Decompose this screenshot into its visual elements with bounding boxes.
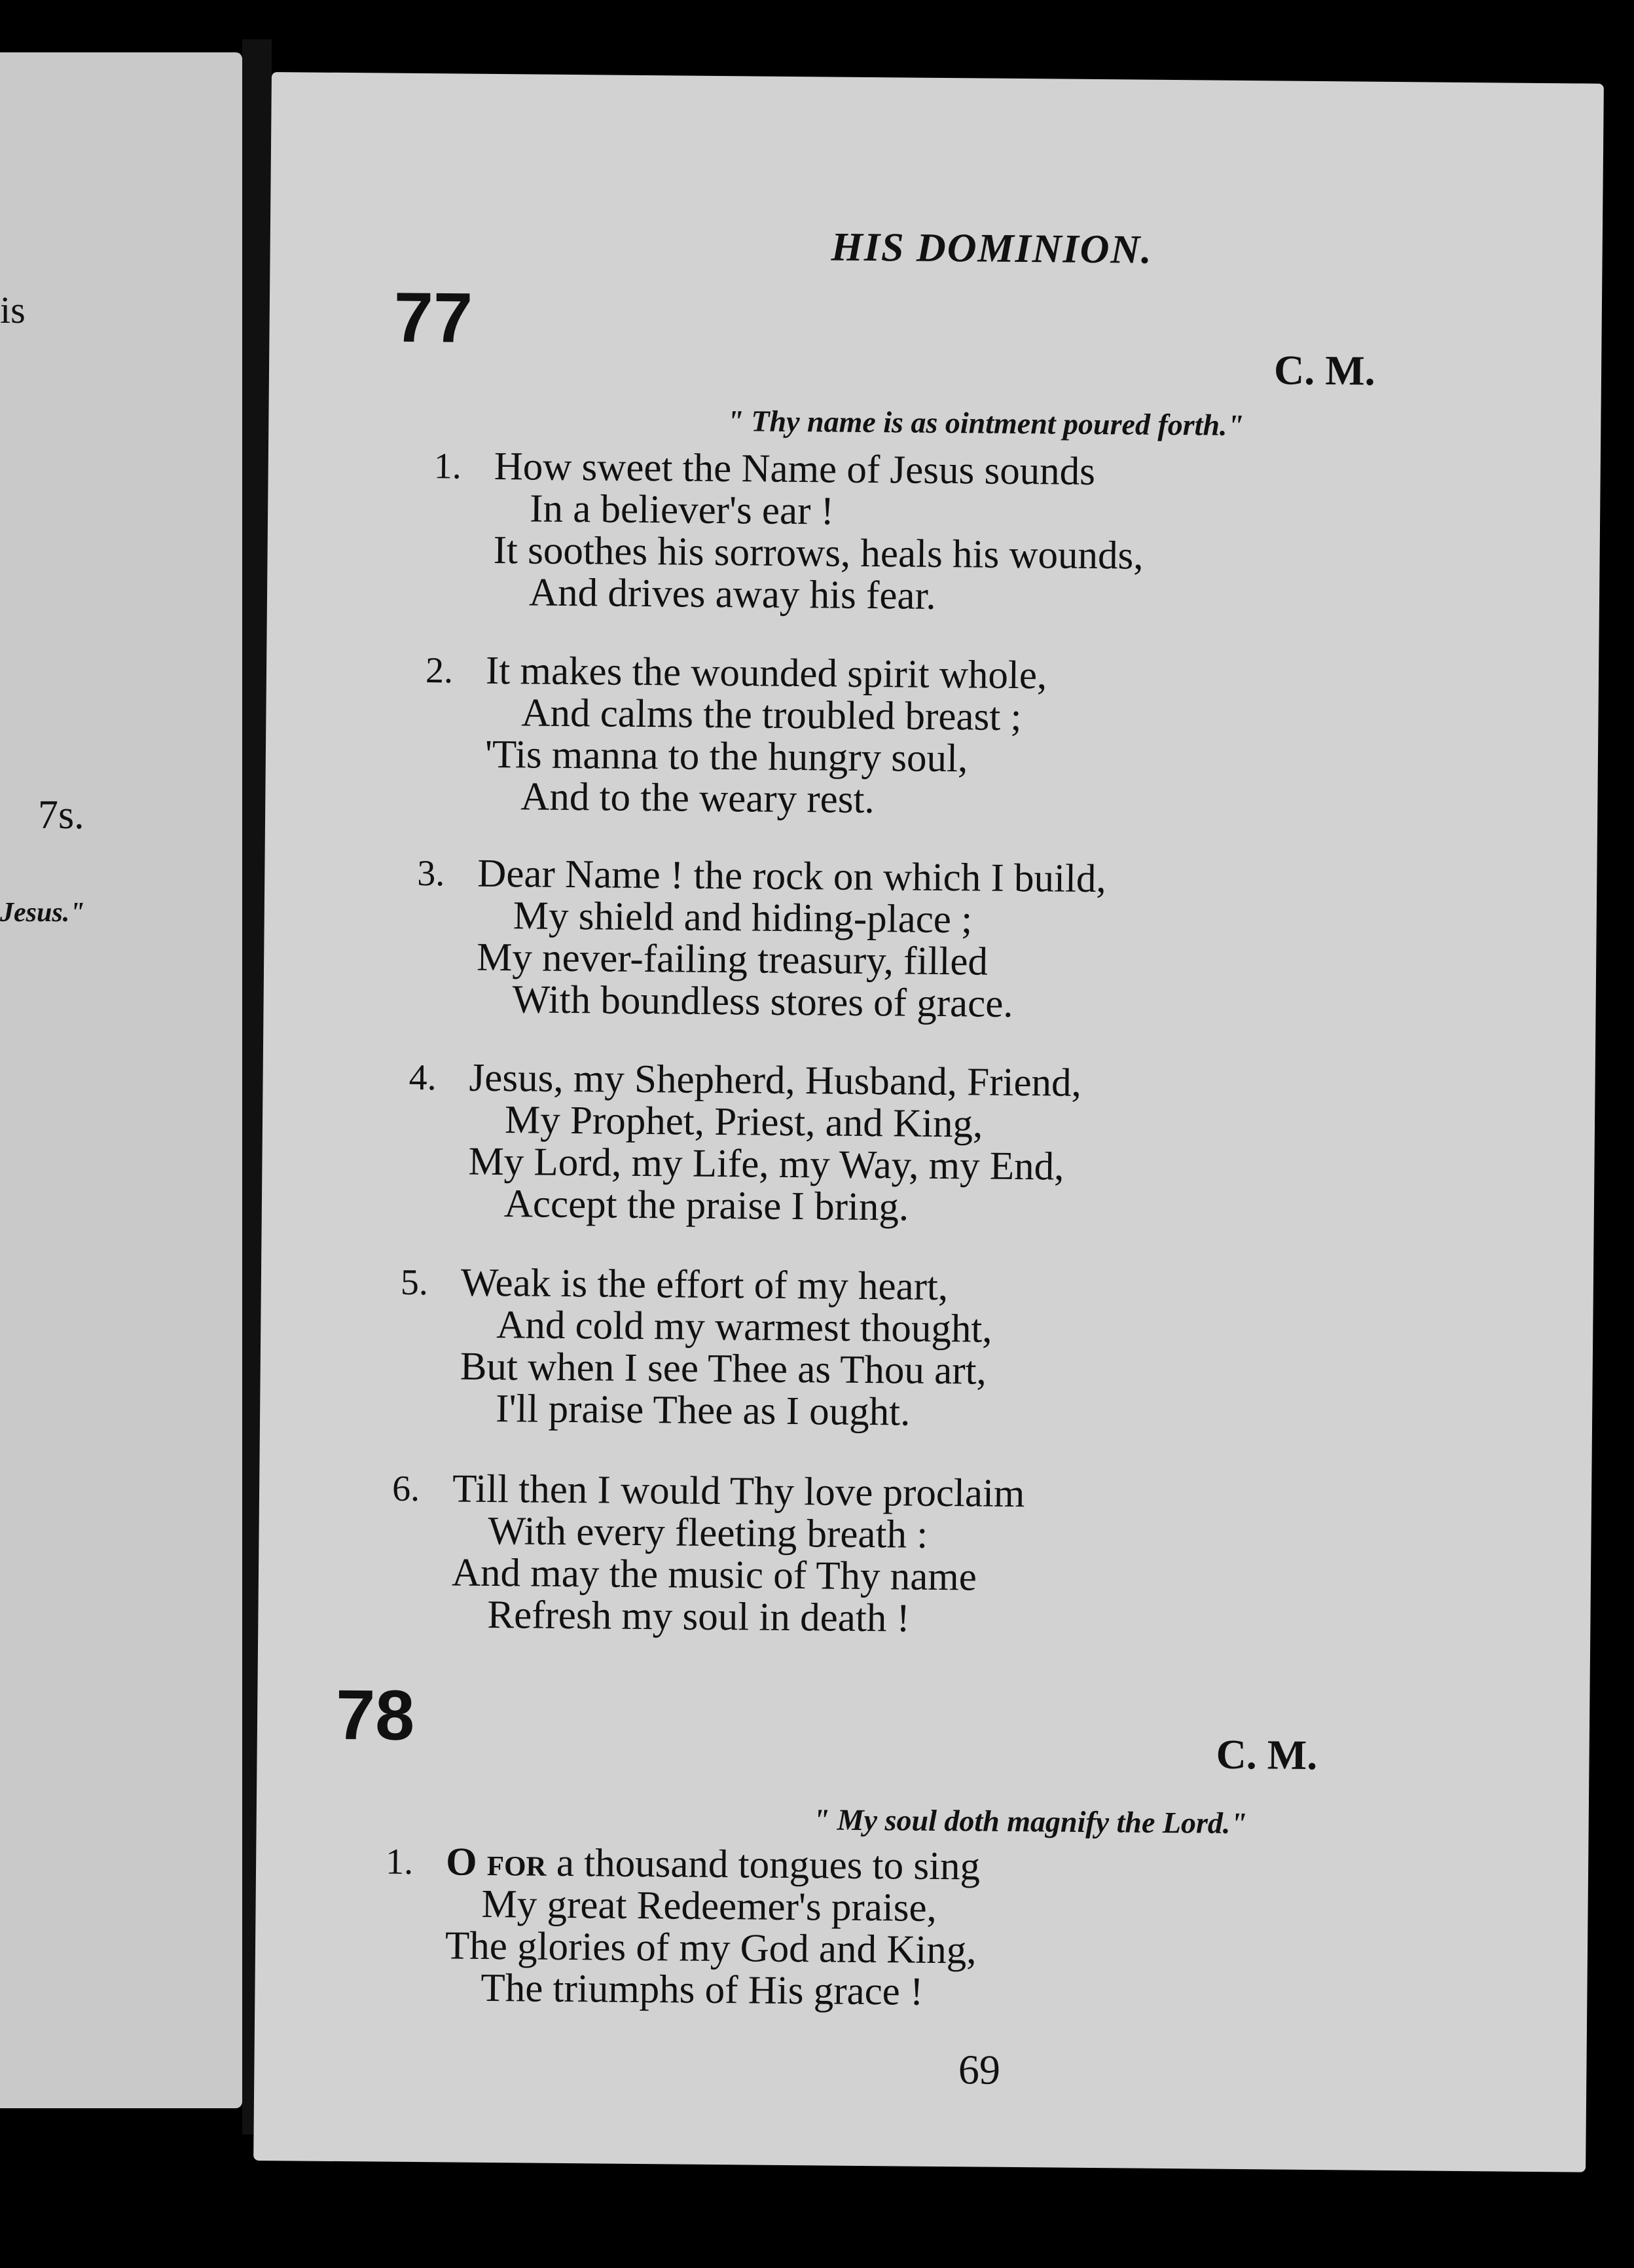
hymnal-page bbox=[253, 72, 1604, 2172]
stanza-number: 2. bbox=[425, 650, 454, 691]
stanza-line: Weak is the effort of my heart, bbox=[460, 1260, 949, 1309]
stanza-line: With every fleeting breath : bbox=[488, 1509, 928, 1557]
stanza-line: Dear Name ! the rock on which I build, bbox=[477, 851, 1107, 902]
stanza-line: And may the music of Thy name bbox=[451, 1550, 977, 1600]
hymn-number-78: 78 bbox=[335, 1674, 415, 1755]
stanza-number: 4. bbox=[408, 1057, 437, 1099]
stanza-line: And cold my warmest thought, bbox=[496, 1303, 992, 1351]
stanza-first-line bbox=[446, 1841, 980, 1888]
hymn-77-stanza-4 bbox=[408, 1055, 1082, 1230]
hymn-77-epigraph: " Thy name is as ointment poured forth." bbox=[727, 404, 1244, 442]
hymn-77-stanza-1 bbox=[433, 444, 1144, 619]
stanza-line: My Lord, my Life, my Way, my End, bbox=[468, 1139, 1064, 1189]
stanza-line: My shield and hiding-place ; bbox=[513, 894, 973, 942]
stanza-number: 6. bbox=[391, 1468, 420, 1510]
stanza-line: Jesus, my Shepherd, Husband, Friend, bbox=[469, 1055, 1082, 1105]
stanza-number: 3. bbox=[417, 852, 445, 894]
hymn-78-epigraph: " My soul doth magnify the Lord." bbox=[812, 1802, 1248, 1840]
stanza-line: With boundless stores of grace. bbox=[512, 978, 1013, 1026]
stanza-first-word: O for bbox=[445, 1840, 547, 1885]
stanza-line: Refresh my soul in death ! bbox=[487, 1592, 911, 1641]
previous-page-fragment-is: is bbox=[0, 289, 26, 331]
previous-page-quote-fragment: Jesus." bbox=[0, 898, 85, 928]
stanza-line: And calms the troubled breast ; bbox=[521, 691, 1022, 740]
hymn-78-stanza-1 bbox=[385, 1840, 981, 2014]
stanza-line: In a believer's ear ! bbox=[529, 486, 835, 534]
previous-page-meter-fragment: 7s. bbox=[38, 793, 84, 837]
stanza-line: My great Redeemer's praise, bbox=[481, 1882, 937, 1930]
stanza-line: Accept the praise I bring. bbox=[503, 1182, 909, 1230]
stanza-number: 1. bbox=[385, 1841, 414, 1882]
hymn-77-meter: C. M. bbox=[1273, 346, 1376, 394]
stanza-line: 'Tis manna to the hungry soul, bbox=[484, 732, 968, 781]
stanza-line: And to the weary rest. bbox=[520, 775, 875, 822]
stanza-line: The glories of my God and King, bbox=[445, 1924, 977, 1973]
stanza-line: The triumphs of His grace ! bbox=[481, 1966, 924, 2014]
stanza-line: My never-failing treasury, filled bbox=[476, 935, 989, 984]
stanza-line: I'll praise Thee as I ought. bbox=[495, 1387, 911, 1435]
stanza-number: 5. bbox=[400, 1262, 429, 1304]
running-head: HIS DOMINION. bbox=[831, 225, 1153, 272]
hymn-77-stanza-3 bbox=[417, 851, 1107, 1026]
stanza-line: It soothes his sorrows, heals his wounds, bbox=[493, 528, 1144, 578]
stanza-line: How sweet the Name of Jesus sounds bbox=[494, 444, 1096, 494]
stanza-line: But when I see Thee as Thou art, bbox=[460, 1344, 987, 1393]
stanza-first-line-rest: a thousand tongues to sing bbox=[546, 1840, 981, 1889]
hymn-77-stanza-2 bbox=[425, 648, 1047, 822]
stanza-number: 1. bbox=[433, 446, 462, 487]
stanza-line: Till then I would Thy love proclaim bbox=[452, 1467, 1025, 1516]
stanza-line: My Prophet, Priest, and King, bbox=[504, 1098, 983, 1146]
hymn-78-meter: C. M. bbox=[1216, 1730, 1318, 1779]
stanza-line: And drives away his fear. bbox=[528, 570, 937, 618]
hymn-77-stanza-6 bbox=[391, 1467, 1025, 1641]
page-number: 69 bbox=[958, 2046, 1001, 2093]
hymn-77-stanza-5 bbox=[400, 1260, 993, 1435]
stanza-line: It makes the wounded spirit whole, bbox=[485, 648, 1047, 698]
previous-page bbox=[0, 52, 242, 2108]
hymn-number-77: 77 bbox=[393, 277, 473, 357]
